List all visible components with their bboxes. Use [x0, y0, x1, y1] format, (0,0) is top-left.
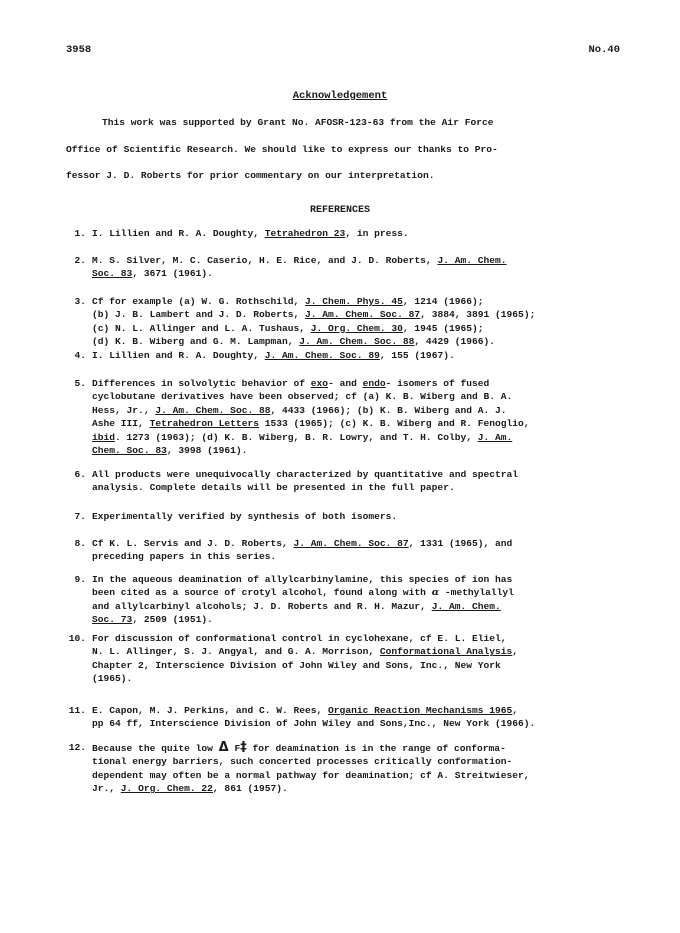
reference-number: 9. — [74, 574, 86, 585]
citation-underlined: Soc. 83 — [92, 268, 133, 280]
citation-underlined: ibid — [92, 431, 116, 443]
reference-segment: , — [512, 646, 519, 658]
acknowledgement-heading: Acknowledgement — [292, 90, 388, 102]
citation-underlined: J. Am. Chem. Soc. 87 — [293, 538, 409, 549]
reference-segment: Jr., — [92, 783, 121, 795]
reference-line — [92, 782, 632, 795]
reference-number: 11. — [68, 705, 86, 716]
reference-segment: N. L. Allinger, S. J. Angyal, and G. A. Morrison, — [92, 646, 380, 658]
reference-line — [92, 613, 632, 626]
reference-segment: F — [228, 743, 241, 754]
references-heading: REFERENCES — [309, 205, 370, 216]
reference-segment: All products were unequivocally characterized by quantitative and spectral — [92, 469, 519, 480]
reference-text — [92, 510, 632, 523]
reference-segment: For discussion of conformational control in cyclohexane, cf E. L. Eliel, — [92, 633, 507, 644]
reference-segment: , 3884, 3891 (1965); — [420, 309, 536, 321]
reference-segment: , 155 (1967). — [379, 350, 455, 361]
citation-underlined: Conformational Analysis — [379, 646, 513, 658]
reference-text — [92, 377, 632, 457]
reference-line — [92, 586, 632, 599]
reference-segment: preceding papers in this series. — [92, 551, 277, 563]
reference-segment: for deamination is in the range of conforma- — [246, 743, 506, 754]
reference-segment: Hess, Jr., — [92, 404, 156, 416]
reference-segment: , 4433 (1966); (b) K. B. Wiberg and A. J. — [270, 404, 507, 416]
reference-segment: Ashe III, — [92, 418, 150, 430]
reference-segment: , — [512, 705, 519, 716]
reference-line — [92, 390, 632, 403]
reference-line — [92, 404, 632, 417]
reference-line — [92, 510, 632, 523]
reference-text — [92, 537, 632, 564]
reference-line — [92, 537, 632, 550]
reference-text — [92, 741, 632, 796]
reference-segment: , 861 (1957). — [212, 783, 288, 795]
reference-segment: Chapter 2, Interscience Division of John Wiley and Sons, Inc., New York — [92, 659, 501, 671]
citation-underlined: Chem. Soc. 83 — [92, 445, 167, 457]
reference-segment: 1533 (1965); (c) K. B. Wiberg and R. Fenoglio, — [258, 418, 530, 430]
reference-segment: and allylcarbinyl alcohols; J. D. Roberts and R. H. Mazur, — [92, 600, 432, 612]
citation-underlined: Tetrahedron Letters — [149, 418, 259, 430]
reference-line — [92, 632, 632, 645]
reference-line — [92, 227, 632, 240]
reference-line — [92, 600, 632, 613]
reference-segment: Differences in solvolytic behavior of — [92, 378, 311, 389]
reference-segment: Because the quite low — [92, 743, 219, 754]
citation-underlined: endo — [362, 378, 386, 389]
reference-text — [92, 254, 632, 281]
reference-text — [92, 632, 632, 686]
reference-segment: (1965). — [92, 673, 133, 685]
reference-segment: Experimentally verified by synthesis of both isomers. — [92, 511, 398, 522]
reference-line — [92, 481, 632, 494]
citation-underlined: J. Am. Chem. Soc. 87 — [305, 309, 421, 321]
reference-segment: pp 64 ff, Interscience Division of John Wiley and Sons,Inc., New York (1966). — [92, 718, 536, 730]
reference-segment: been cited as a source of crotyl alcohol, found along with — [92, 587, 432, 599]
reference-text — [92, 227, 632, 240]
citation-underlined: Tetrahedron 23 — [264, 228, 346, 239]
reference-segment: M. S. Silver, M. C. Caserio, H. E. Rice, and J. D. Roberts, — [92, 255, 438, 266]
acknowledgement-body — [66, 110, 626, 190]
reference-number: 1. — [74, 228, 86, 239]
page-number: 3958 — [66, 44, 92, 56]
reference-text — [92, 349, 632, 362]
reference-number: 8. — [74, 538, 86, 549]
reference-line — [92, 431, 632, 444]
reference-line — [92, 295, 632, 308]
acknowledgement-line: Office of Scientific Research. We should like to express our thanks to Pro- — [66, 143, 498, 155]
reference-line — [92, 672, 632, 685]
reference-line — [92, 717, 632, 730]
reference-line — [92, 755, 632, 768]
reference-segment: cyclobutane derivatives have been observed; cf (a) K. B. Wiberg and B. A. — [92, 391, 513, 403]
reference-segment: (b) J. B. Lambert and J. D. Roberts, — [92, 309, 306, 321]
reference-line — [92, 377, 632, 390]
reference-line — [92, 645, 632, 658]
reference-segment: , 2509 (1951). — [132, 614, 213, 626]
reference-segment: , 3998 (1961). — [166, 445, 248, 457]
reference-line — [92, 704, 632, 717]
citation-underlined: J. Org. Chem. 30 — [310, 322, 403, 334]
reference-segment: I. Lillien and R. A. Doughty, — [92, 350, 265, 361]
reference-line — [92, 322, 632, 335]
reference-number: 7. — [74, 511, 86, 522]
reference-segment: In the aqueous deamination of allylcarbinylamine, this species of ion has — [92, 574, 513, 585]
reference-segment: Δ — [218, 740, 229, 755]
citation-underlined: J. Org. Chem. 22 — [120, 783, 213, 795]
reference-line — [92, 444, 632, 457]
citation-underlined: Soc. 73 — [92, 614, 133, 626]
reference-segment: , in press. — [345, 228, 409, 239]
reference-segment: I. Lillien and R. A. Doughty, — [92, 228, 265, 239]
citation-underlined: J. Am. Chem. — [431, 600, 501, 612]
reference-segment: E. Capon, M. J. Perkins, and C. W. Rees, — [92, 705, 329, 716]
reference-text — [92, 295, 632, 349]
reference-segment: , 1214 (1966); — [402, 296, 484, 307]
reference-line — [92, 417, 632, 430]
reference-segment: (d) K. B. Wiberg and G. M. Lampman, — [92, 336, 300, 348]
reference-text — [92, 573, 632, 627]
reference-segment: tional energy barriers, such concerted processes critically conformation- — [92, 756, 513, 768]
reference-number: 2. — [74, 255, 86, 266]
reference-text — [92, 704, 632, 731]
reference-line — [92, 741, 632, 755]
acknowledgement-line: This work was supported by Grant No. AFOSR-123-63 from the Air Force — [102, 117, 494, 128]
reference-line — [92, 468, 632, 481]
reference-number: 10. — [68, 633, 86, 644]
reference-number: 6. — [74, 469, 86, 480]
reference-segment: α — [431, 587, 440, 599]
reference-segment: Cf for example (a) W. G. Rothschild, — [92, 296, 306, 307]
reference-text — [92, 468, 632, 495]
citation-underlined: J. Chem. Phys. 45 — [305, 296, 403, 307]
citation-underlined: J. Am. — [477, 431, 513, 443]
reference-line — [92, 550, 632, 563]
acknowledgement-line: fessor J. D. Roberts for prior commentary on our interpretation. — [66, 170, 435, 181]
reference-line — [92, 659, 632, 672]
reference-segment: ‡ — [240, 740, 247, 755]
reference-segment: dependent may often be a normal pathway for deamination; cf A. Streitwieser, — [92, 769, 530, 781]
reference-number: 3. — [74, 296, 86, 307]
reference-segment: , 3671 (1961). — [132, 268, 213, 280]
reference-segment: . 1273 (1963); (d) K. B. Wiberg, B. R. Lowry, and T. H. Colby, — [115, 431, 478, 443]
reference-number: 12. — [68, 742, 86, 753]
citation-underlined: J. Am. Chem. — [437, 255, 507, 266]
reference-number: 4. — [74, 350, 86, 361]
reference-segment: , 4429 (1966). — [414, 336, 496, 348]
citation-underlined: J. Am. Chem. Soc. 89 — [264, 350, 380, 361]
reference-segment: - and — [328, 378, 363, 389]
reference-line — [92, 254, 632, 267]
reference-segment: analysis. Complete details will be presented in the full paper. — [92, 482, 455, 494]
reference-line — [92, 267, 632, 280]
reference-segment: - isomers of fused — [385, 378, 490, 389]
reference-line — [92, 335, 632, 348]
citation-underlined: J. Am. Chem. Soc. 88 — [299, 336, 415, 348]
citation-underlined: exo — [310, 378, 329, 389]
reference-line — [92, 769, 632, 782]
citation-underlined: J. Am. Chem. Soc. 88 — [155, 404, 271, 416]
reference-segment: (c) N. L. Allinger and L. A. Tushaus, — [92, 322, 311, 334]
reference-segment: -methylallyl — [439, 587, 514, 599]
issue-number: No.40 — [588, 44, 620, 56]
reference-line — [92, 349, 632, 362]
reference-segment: , 1331 (1965), and — [408, 538, 513, 549]
reference-number: 5. — [74, 378, 86, 389]
reference-line — [92, 573, 632, 586]
reference-segment: Cf K. L. Servis and J. D. Roberts, — [92, 538, 294, 549]
reference-line — [92, 308, 632, 321]
reference-segment: , 1945 (1965); — [402, 322, 484, 334]
citation-underlined: Organic Reaction Mechanisms 1965 — [328, 705, 513, 716]
